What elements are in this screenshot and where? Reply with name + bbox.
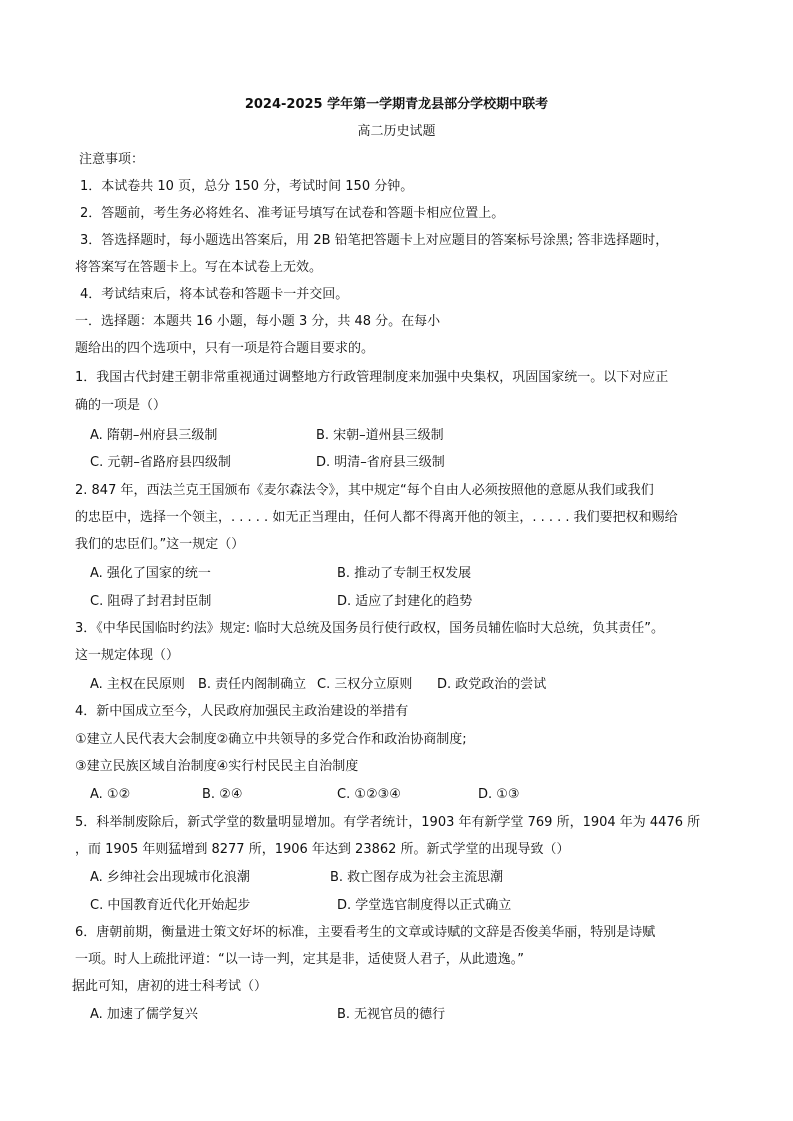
exam-title: 2024-2025 学年第一学期青龙县部分学校期中联考 (244, 97, 549, 112)
notes-item-2: 2．答题前，考生务必将姓名、准考证号填写在试卷和答题卡相应位置上。 (80, 206, 505, 221)
q1-stem-line-2: 确的一项是（） (75, 398, 167, 413)
q1-option-b: B. 宋朝–道州县三级制 (316, 428, 444, 443)
q1-stem-line-1: 1．我国古代封建王朝非常重视通过调整地方行政管理制度来加强中央集权，巩固国家统一。以下对应正 (75, 370, 669, 385)
q2-option-c: C. 阻碍了封君封臣制 (90, 594, 212, 609)
q5-option-c: C. 中国教育近代化开始起步 (90, 898, 251, 913)
q4-stem-line-3: ③建立民族区域自治制度④实行村民民主自治制度 (75, 759, 359, 774)
section-heading: 一．选择题：本题共 16 小题，每小题 3 分，共 48 分。在每小 (75, 314, 441, 329)
q5-option-d: D. 学堂选官制度得以正式确立 (337, 898, 512, 913)
q5-stem-line-2: ，而 1905 年则猛增到 8277 所，1906 年达到 23862 所。新式学堂的出现导致（） (75, 842, 570, 857)
q3-stem-line-1: 3．《中华民国临时约法》规定: 临时大总统及国务员行使行政权，国务员辅佐临时大总统，负其责任”。 (75, 621, 665, 636)
q4-option-d: D. ①③ (478, 787, 520, 802)
q4-stem-line-2: ①建立人民代表大会制度②确立中共领导的多党合作和政治协商制度; (75, 732, 467, 747)
notes-item-4: 4．考试结束后，将本试卷和答题卡一并交回。 (80, 287, 349, 302)
q5-option-b: B. 救亡图存成为社会主流思潮 (330, 870, 504, 885)
q3-option-d: D. 政党政治的尝试 (437, 677, 547, 692)
q1-option-a: A. 隋朝–州府县三级制 (90, 428, 218, 443)
q6-stem-line-2: 一项。时人上疏批评道：“以一诗一判，定其是非，适使贤人君子，从此遗逸。” (75, 952, 524, 967)
q5-option-a: A. 乡绅社会出现城市化浪潮 (90, 870, 250, 885)
notes-item-3: 3．答选择题时，每小题选出答案后，用 2B 铅笔把答题卡上对应题目的答案标号涂黑; 答非选择题时， (80, 233, 669, 248)
section-heading-continued: 题给出的四个选项中，只有一项是符合题目要求的。 (75, 341, 375, 356)
q3-option-c: C. 三权分立原则 (317, 677, 413, 692)
q2-option-a: A. 强化了国家的统一 (90, 566, 211, 581)
q1-option-d: D. 明清–省府县三级制 (316, 455, 445, 470)
q4-option-c: C. ①②③④ (337, 787, 401, 802)
q3-stem-line-2: 这一规定体现（） (75, 648, 180, 663)
q2-option-b: B. 推动了专制王权发展 (337, 566, 472, 581)
q3-option-a: A. 主权在民原则 (90, 677, 185, 692)
q6-stem-line-1: 6．唐朝前期，衡量进士策文好坏的标准，主要看考生的文章或诗赋的文辞是否俊美华丽，特别是诗赋 (75, 925, 656, 940)
q6-option-b: B. 无视官员的德行 (337, 1007, 446, 1022)
q4-stem-line-1: 4．新中国成立至今，人民政府加强民主政治建设的举措有 (75, 704, 409, 719)
notes-item-3-continued: 将答案写在答题卡上。写在本试卷上无效。 (75, 260, 323, 275)
q2-stem-line-3: 我们的忠臣们。”这一规定（） (75, 537, 245, 552)
q6-option-a: A. 加速了儒学复兴 (90, 1007, 198, 1022)
q4-option-a: A. ①② (90, 787, 131, 802)
notes-item-1: 1．本试卷共 10 页，总分 150 分，考试时间 150 分钟。 (80, 179, 414, 194)
q2-stem-line-1: 2. 847 年，西法兰克王国颁布《麦尔森法令》，其中规定“每个自由人必须按照他的意愿从我们或我们 (75, 483, 654, 498)
q2-stem-line-2: 的忠臣中，选择一个领主，. . . . . 如无正当理由，任何人都不得离开他的领主，. . . . . 我们要把权和赐给 (75, 510, 678, 525)
q3-option-b: B. 责任内阁制确立 (198, 677, 307, 692)
notes-heading: 注意事项： (79, 152, 145, 167)
q5-stem-line-1: 5．科举制废除后，新式学堂的数量明显增加。有学者统计，1903 年有新学堂 769 所，1904 年为 4476 所 (75, 815, 701, 830)
exam-subtitle: 高二历史试题 (357, 124, 436, 139)
q4-option-b: B. ②④ (202, 787, 243, 802)
q2-option-d: D. 适应了封建化的趋势 (337, 594, 473, 609)
q1-option-c: C. 元朝–省路府县四级制 (90, 455, 231, 470)
q6-stem-line-3: 据此可知，唐初的进士科考试（） (72, 979, 268, 994)
